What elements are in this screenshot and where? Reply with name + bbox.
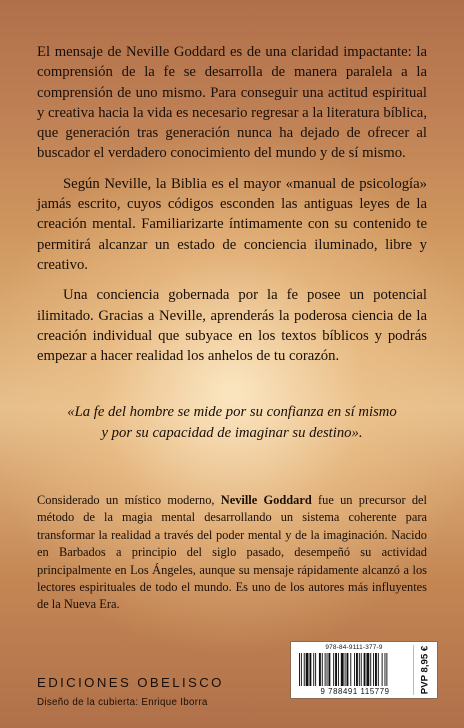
barcode-bars: [299, 653, 411, 686]
author-bio-body: fue un precursor del método de la magia mental desarrollando un sistema coherente para transformar la realidad a través del poder mental y de la imaginación. Nacido en Barbados a principio del siglo pasado, desempeñó su actividad principalmente en Los Ángeles, aunque su mensaje rápidamente alcanzó a los lectores espirituales de todo el mundo. Es uno de los autores más influyentes de la Nueva Era.: [37, 493, 427, 612]
author-bio-intro: Considerado un místico moderno,: [37, 493, 221, 507]
blurb-paragraph-1: El mensaje de Neville Goddard es de una claridad impactante: la comprensión de la fe se desarrolla de manera paralela a la comprensión de uno mismo. Para conseguir una actitud espiritual y creativa hacia la vida es necesario regresar a la literatura bíblica, que generación tras generación nunca ha dejado de ofrecer al buscador el verdadero conocimiento del mundo y de sí mismo.: [37, 44, 427, 162]
author-name: Neville Goddard: [220, 493, 312, 507]
price-label: [413, 645, 436, 695]
isbn-number: 978-84-9111-377-9: [325, 644, 383, 651]
publisher-name: EDICIONES OBELISCO: [37, 675, 224, 690]
blurb-paragraph-3: Una conciencia gobernada por la fe posee un potencial ilimitado. Gracias a Neville, aprenderás la poderosa ciencia de la creación individual que subyace en los textos bíblicos y podrás empezar a hacer realidad los anhelos de tu corazón.: [37, 287, 427, 365]
author-bio: [37, 492, 427, 614]
barcode-label: [290, 641, 438, 699]
quote-line-1: «La fe del hombre se mide por su confianza en sí mismo: [67, 404, 397, 420]
price-text: PVP 8,95 €: [419, 645, 431, 695]
blurb-paragraph-2: Según Neville, la Biblia es el mayor «manual de psicología» jamás escrito, cuyos códigos esconden las antiguas leyes de la creación mental. Familiarizarte íntimamente con su contenido te permitirá alcanzar un estado de conciencia iluminado, libre y creativo.: [37, 175, 427, 273]
blurb-text: [37, 42, 427, 376]
quote-line-2: y por su capacidad de imaginar su destino».: [101, 425, 363, 441]
author-bio-paragraph: [37, 492, 427, 614]
barcode-digits: 9 788491 115779: [320, 687, 390, 696]
pull-quote: [37, 402, 427, 444]
cover-designer-credit: Diseño de la cubierta: Enrique Iborra: [37, 697, 208, 708]
